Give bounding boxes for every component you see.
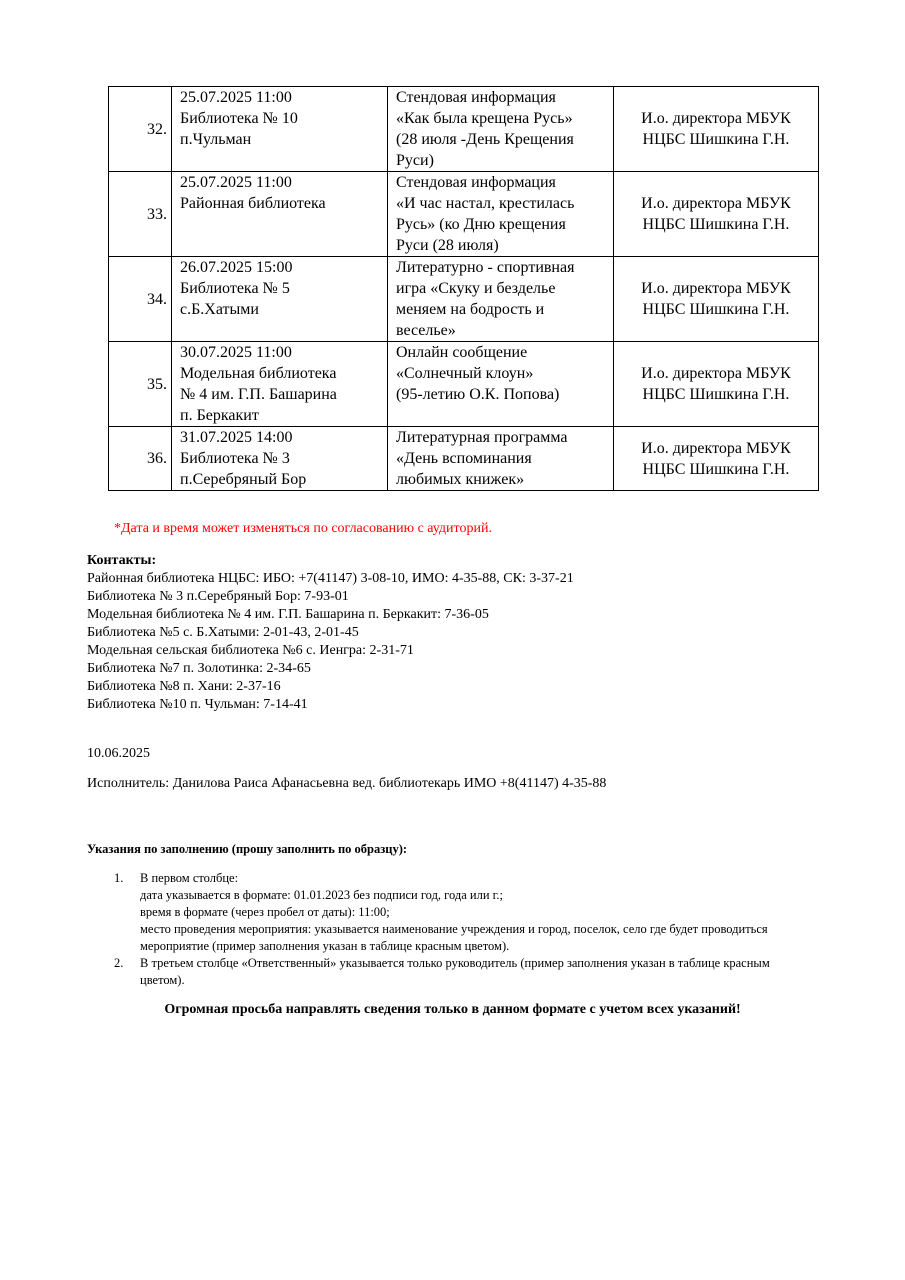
- datetime-place-cell: 25.07.2025 11:00 Библиотека № 10 п.Чульман: [172, 87, 388, 172]
- datetime-place-cell: 25.07.2025 11:00 Районная библиотека: [172, 172, 388, 257]
- event-cell: Стендовая информация «И час настал, крестилась Русь» (ко Дню крещения Руси (28 июля): [388, 172, 614, 257]
- datetime-place-cell: 31.07.2025 14:00 Библиотека № 3 п.Серебряный Бор: [172, 427, 388, 491]
- final-request-note: Огромная просьба направлять сведения только в данном формате с учетом всех указаний!: [164, 1002, 741, 1017]
- row-number: 32.: [109, 87, 172, 172]
- event-cell: Стендовая информация «Как была крещена Русь» (28 июля -День Крещения Руси): [388, 87, 614, 172]
- responsible-cell: И.о. директора МБУК НЦБС Шишкина Г.Н.: [614, 257, 819, 342]
- contact-line: Библиотека №8 п. Хани: 2-37-16: [87, 679, 281, 694]
- row-number: 36.: [109, 427, 172, 491]
- row-number: 35.: [109, 342, 172, 427]
- list-marker: 2.: [114, 956, 124, 970]
- responsible-cell: И.о. директора МБУК НЦБС Шишкина Г.Н.: [614, 427, 819, 491]
- table-row: [109, 87, 819, 172]
- datetime-place-cell: 30.07.2025 11:00 Модельная библиотека № 4 им. Г.П. Башарина п. Беркакит: [172, 342, 388, 427]
- row-number: 34.: [109, 257, 172, 342]
- table-row: [109, 172, 819, 257]
- contact-line: Библиотека №10 п. Чульман: 7-14-41: [87, 697, 308, 712]
- instruction-line: время в формате (через пробел от даты): 11:00;: [140, 905, 390, 919]
- contacts-title: Контакты:: [87, 553, 157, 568]
- document-date: 10.06.2025: [87, 746, 150, 761]
- instruction-line: цветом).: [140, 973, 185, 987]
- event-cell: Литературно - спортивная игра «Скуку и безделье меняем на бодрость и веселье»: [388, 257, 614, 342]
- instruction-line: место проведения мероприятия: указывается наименование учреждения и город, поселок, село где будет проводиться: [140, 922, 768, 936]
- responsible-cell: И.о. директора МБУК НЦБС Шишкина Г.Н.: [614, 342, 819, 427]
- contact-line: Библиотека № 3 п.Серебряный Бор: 7-93-01: [87, 589, 349, 604]
- instruction-item: [87, 955, 837, 989]
- contact-line: Библиотека №7 п. Золотинка: 2-34-65: [87, 661, 311, 676]
- list-marker: 1.: [114, 871, 124, 885]
- events-table: [108, 86, 819, 491]
- instruction-item: [87, 870, 837, 955]
- instruction-line: мероприятие (пример заполнения указан в таблице красным цветом).: [140, 939, 510, 953]
- event-cell: Литературная программа «День вспоминания любимых книжек»: [388, 427, 614, 491]
- instruction-line: дата указывается в формате: 01.01.2023 без подписи год, года или г.;: [140, 888, 503, 902]
- contacts-section: [87, 552, 574, 714]
- datetime-place-cell: 26.07.2025 15:00 Библиотека № 5 с.Б.Хатыми: [172, 257, 388, 342]
- table-row: [109, 257, 819, 342]
- table-row: [109, 427, 819, 491]
- date-change-note: *Дата и время может изменяться по согласованию с аудиторий.: [114, 521, 492, 536]
- contact-line: Библиотека №5 с. Б.Хатыми: 2-01-43, 2-01-45: [87, 625, 359, 640]
- executor-line: Исполнитель: Данилова Раиса Афанасьевна вед. библиотекарь ИМО +8(41147) 4-35-88: [87, 776, 607, 791]
- responsible-cell: И.о. директора МБУК НЦБС Шишкина Г.Н.: [614, 172, 819, 257]
- instructions-list: [87, 870, 837, 989]
- instructions-title: Указания по заполнению (прошу заполнить по образцу):: [87, 842, 408, 856]
- responsible-cell: И.о. директора МБУК НЦБС Шишкина Г.Н.: [614, 87, 819, 172]
- contact-line: Районная библиотека НЦБС: ИБО: +7(41147) 3-08-10, ИМО: 4-35-88, СК: 3-37-21: [87, 571, 574, 586]
- instruction-line: В первом столбце:: [140, 871, 239, 885]
- instruction-line: В третьем столбце «Ответственный» указывается только руководитель (пример заполнения указан в таблице красным: [140, 956, 770, 970]
- contact-line: Модельная сельская библиотека №6 с. Иенгра: 2-31-71: [87, 643, 414, 658]
- contact-line: Модельная библиотека № 4 им. Г.П. Башарина п. Беркакит: 7-36-05: [87, 607, 489, 622]
- row-number: 33.: [109, 172, 172, 257]
- event-cell: Онлайн сообщение «Солнечный клоун» (95-летию О.К. Попова): [388, 342, 614, 427]
- table-row: [109, 342, 819, 427]
